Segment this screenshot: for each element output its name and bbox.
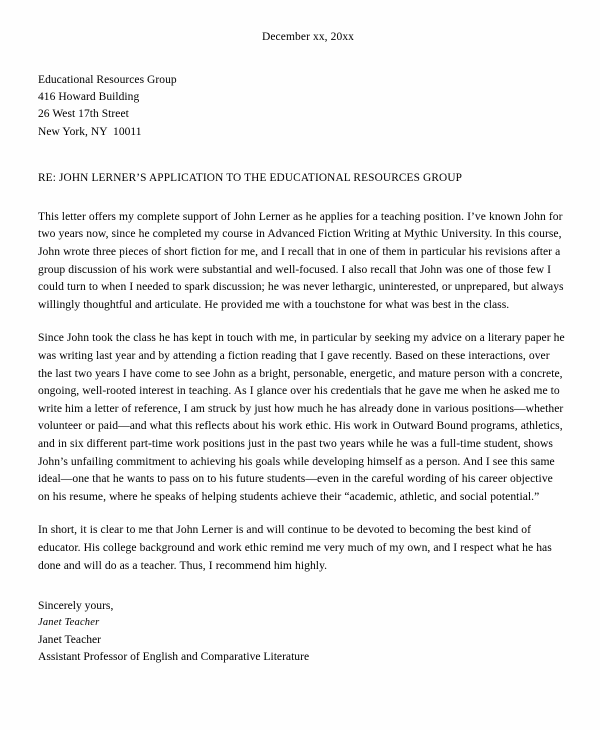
- signature-title: Assistant Professor of English and Comparative Literature: [38, 649, 310, 663]
- body-paragraph: Since John took the class he has kept in touch with me, in particular by seeking my advice on a literary paper he was writing last year and by attending a fiction reading that I gave recently. Based on these interactions, over the last two years I have come to see John as a bright, personable, energetic, and mature person with a concrete, ongoing, well-rooted interest in teaching. As I glance over his credentials that he gave me when he asked me to write him a letter of reference, I am struck by just how much he has already done in various positions—whether volunteer or paid—and what this reflects about his work ethic. His work in Outward Bound programs, athletics, and in six different part-time work positions just in the past two years while he was a full-time student, shows John’s unfailing commitment to achieving his goals while developing himself as a person. And I see this same ideal—one that he wants to pass on to his future students—even in the careful wording of his career objective on his resume, where he speaks of helping students achieve their “academic, athletic, and social potential.”: [38, 331, 565, 503]
- letter-date: December xx, 20xx: [261, 31, 355, 43]
- body-paragraph: This letter offers my complete support of John Lerner as he applies for a teaching position. I’ve known John for two years now, since he completed my course in Advanced Fiction Writing at Mythic University. In this course, John wrote three pieces of short fiction for me, and I recall that in one of them in particular his revisions after a group discussion of his work were substantial and well-focused. I also recall that John was one of those few I could turn to when I needed to spark discussion; he was never lethargic, uninterested, or unprepared, but always willingly thoughtful and articulate. He provided me with a touchstone for what was best in the class.: [38, 209, 564, 311]
- closing-salutation: Sincerely yours,: [38, 599, 114, 613]
- subject-line: RE: JOHN LERNER’S APPLICATION TO THE EDUCATIONAL RESOURCES GROUP: [38, 171, 463, 184]
- recipient-address-line: 416 Howard Building: [38, 91, 140, 104]
- letter-content: [38, 0, 570, 665]
- closing-block: [38, 597, 570, 665]
- body-paragraph: In short, it is clear to me that John Lerner is and will continue to be devoted to becoming the best kind of educator. His college background and work ethic remind me very much of my own, and I respect what he has done and will do as a teacher. Thus, I recommend him highly.: [38, 523, 552, 572]
- recipient-address-block: [38, 72, 570, 141]
- recipient-address-line: New York, NY 10011: [38, 125, 142, 138]
- letter-body: [38, 208, 570, 574]
- recipient-address-line: Educational Resources Group: [38, 74, 177, 86]
- signature-name: Janet Teacher: [38, 632, 102, 646]
- recipient-address-line: 26 West 17th Street: [38, 108, 129, 121]
- handwritten-signature: Janet Teacher: [38, 616, 100, 628]
